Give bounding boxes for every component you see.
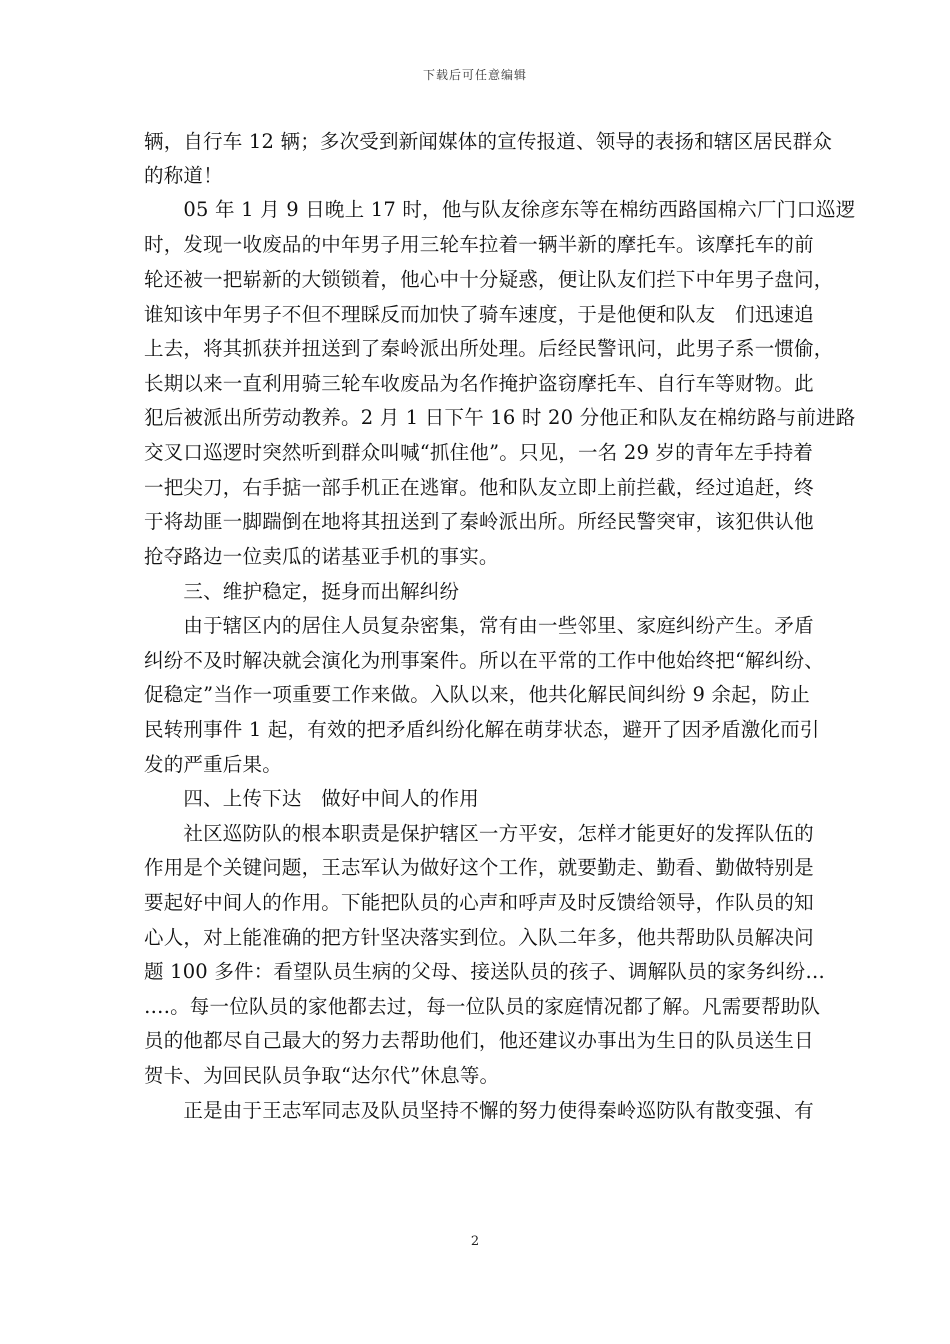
text-line: 轮还被一把崭新的大锁锁着，他心中十分疑惑，便让队友们拦下中年男子盘问， [144,268,834,291]
text-line: 时，发现一收废品的中年男子用三轮车拉着一辆半新的摩托车。该摩托车的前 [144,233,814,256]
text-line: 心人，对上能准确的把方针坚决落实到位。入队二年多，他共帮助队员解决问 [144,926,814,949]
page-number: 2 [470,1234,480,1249]
text-line: 正是由于王志军同志及队员坚持不懈的努力使得秦岭巡防队有散变强、有 [144,1099,814,1122]
text-line: 辆，自行车 12 辆；多次受到新闻媒体的宣传报道、领导的表扬和辖区居民群众 [144,130,833,153]
text-line: ….。每一位队员的家他都去过，每一位队员的家庭情况都了解。凡需要帮助队 [144,995,821,1018]
text-line: 抢夺路边一位卖瓜的诺基亚手机的事实。 [144,545,499,568]
text-line: 要起好中间人的作用。下能把队员的心声和呼声及时反馈给领导，作队员的知 [144,891,814,914]
text-line: 由于辖区内的居住人员复杂密集，常有由一些邻里、家庭纠纷产生。矛盾 [144,614,814,637]
text-line: 犯后被派出所劳动教养。2 月 1 日下午 16 时 20 分他正和队友在棉纺路与前进路 [144,406,856,429]
text-line: 发的严重后果。 [144,753,282,776]
section-heading: 四、上传下达 做好中间人的作用 [144,787,479,810]
text-line: 社区巡防队的根本职责是保护辖区一方平安，怎样才能更好的发挥队伍的 [144,822,814,845]
text-line: 长期以来一直利用骑三轮车收废品为名作掩护盗窃摩托车、自行车等财物。此 [144,372,814,395]
text-line: 贺卡、为回民队员争取“达尔代”休息等。 [144,1064,500,1087]
text-line: 谁知该中年男子不但不理睬反而加快了骑车速度，于是他便和队友 们迅速追 [144,303,814,326]
text-line: 员的他都尽自己最大的努力去帮助他们，他还建议办事出为生日的队员送生日 [144,1029,814,1052]
text-line: 上去，将其抓获并扭送到了秦岭派出所处理。后经民警讯问，此男子系一惯偷， [144,337,834,360]
text-line: 的称道！ [144,164,223,187]
text-line: 题 100 多件：看望队员生病的父母、接送队员的孩子、调解队员的家务纠纷… [144,960,826,983]
text-line: 于将劫匪一脚踹倒在地将其扭送到了秦岭派出所。所经民警突审，该犯供认他 [144,510,814,533]
text-line: 一把尖刀，右手掂一部手机正在逃窜。他和队友立即上前拦截，经过追赶，终 [144,476,814,499]
text-line: 民转刑事件 1 起，有效的把矛盾纠纷化解在萌芽状态，避开了因矛盾激化而引 [144,718,820,741]
text-line: 交叉口巡逻时突然听到群众叫喊“抓住他”。只见，一名 29 岁的青年左手持着 [144,441,814,464]
text-line: 促稳定”当作一项重要工作来做。入队以来，他共化解民间纠纷 9 余起，防止 [144,683,810,706]
text-line: 纠纷不及时解决就会演化为刑事案件。所以在平常的工作中他始终把“解纠纷、 [144,649,824,672]
text-line: 05 年 1 月 9 日晚上 17 时，他与队友徐彦东等在棉纺西路国棉六厂门口巡逻 [144,198,856,221]
text-line: 作用是个关键问题，王志军认为做好这个工作，就要勤走、勤看、勤做特别是 [144,856,814,879]
section-heading: 三、维护稳定，挺身而出解纠纷 [144,580,460,603]
page-header: 下载后可任意编辑 [422,68,527,82]
